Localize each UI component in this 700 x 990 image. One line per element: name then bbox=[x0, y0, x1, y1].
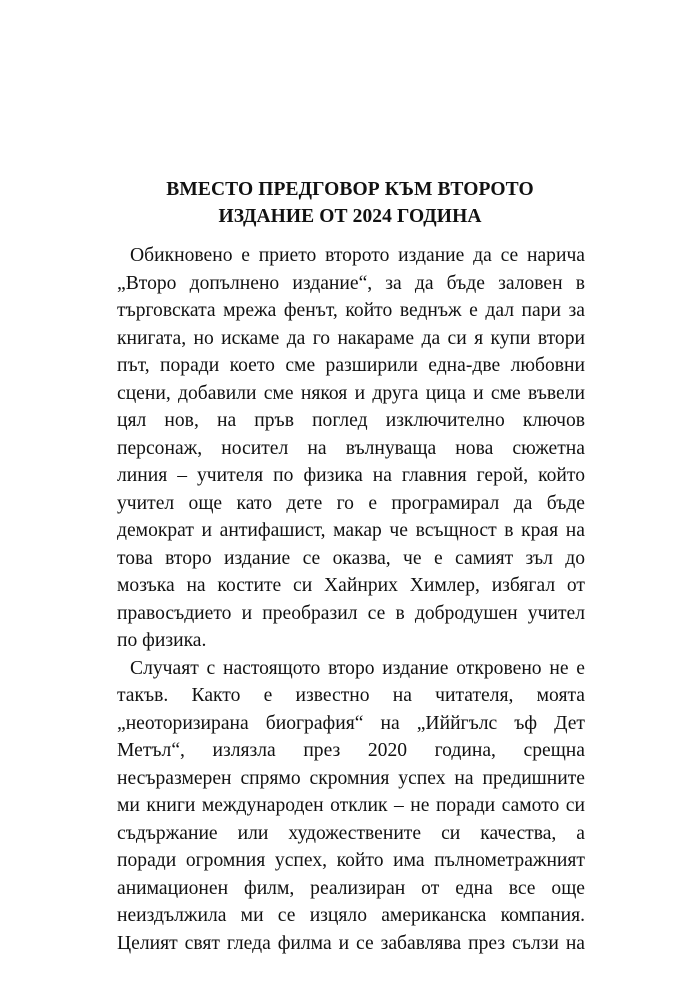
text-line: книгата, но искаме да го накараме да си я купи втори bbox=[117, 327, 585, 349]
text-line: това второ издание се оказва, че е самият зъл до bbox=[117, 547, 585, 569]
text-line: Метъл“, излязла през 2020 година, срещна bbox=[117, 740, 585, 761]
text-line: път, поради което сме разширили една-две любовни bbox=[117, 355, 585, 376]
text-line: Случаят с настоящото второ издание откровено не е bbox=[130, 657, 585, 679]
text-line: несъразмерен спрямо скромния успех на предишните bbox=[117, 767, 585, 789]
text-line: правосъдието и преобразил се в добродушен учител bbox=[117, 602, 585, 624]
text-line: анимационен филм, реализиран от една все още bbox=[117, 877, 585, 899]
text-line: мозъка на костите си Хайнрих Химлер, избягал от bbox=[117, 575, 585, 596]
text-line: цял нов, на пръв поглед изключително ключов bbox=[117, 410, 585, 431]
chapter-title-line: ВМЕСТО ПРЕДГОВОР КЪМ ВТОРОТО bbox=[166, 179, 534, 200]
paragraph bbox=[117, 655, 585, 958]
text-line: такъв. Както е известно на читателя, моята bbox=[117, 685, 585, 706]
text-line: съдържание или художествените си качества, а bbox=[117, 822, 585, 844]
text-line: „неоторизирана биография“ на „Иййгълс ъф Дет bbox=[117, 712, 585, 734]
text-line: линия – учителя по физика на главния герой, който bbox=[117, 465, 585, 486]
body-text bbox=[117, 242, 585, 957]
text-line: персонаж, носител на вълнуваща нова сюжетна bbox=[117, 437, 585, 459]
text-line: търговската мрежа фенът, който веднъж е дал пари за bbox=[117, 300, 585, 321]
text-line: неиздължила ми се изцяло американска компания. bbox=[117, 905, 585, 926]
text-line: Целият свят гледа филма и се забавлява през сълзи на bbox=[117, 932, 585, 954]
paragraph bbox=[117, 242, 585, 655]
text-line: демократ и антифашист, макар че всъщност в края на bbox=[117, 520, 585, 541]
text-line: ми книги международен отклик – не поради самото си bbox=[117, 795, 585, 816]
text-line: сцени, добавили сме някоя и друга цица и сме въвели bbox=[117, 382, 585, 404]
text-line: по физика. bbox=[117, 630, 207, 651]
text-line: учител още като дете го е програмирал да бъде bbox=[117, 492, 585, 514]
text-line: „Второ допълнено издание“, за да бъде заловен в bbox=[117, 272, 585, 294]
chapter-title bbox=[120, 176, 580, 230]
text-line: Обикновено е прието второто издание да се нарича bbox=[130, 245, 585, 266]
text-line: поради огромния успех, който има пълнометражният bbox=[117, 850, 585, 871]
chapter-title-line: ИЗДАНИЕ ОТ 2024 ГОДИНА bbox=[218, 206, 482, 227]
